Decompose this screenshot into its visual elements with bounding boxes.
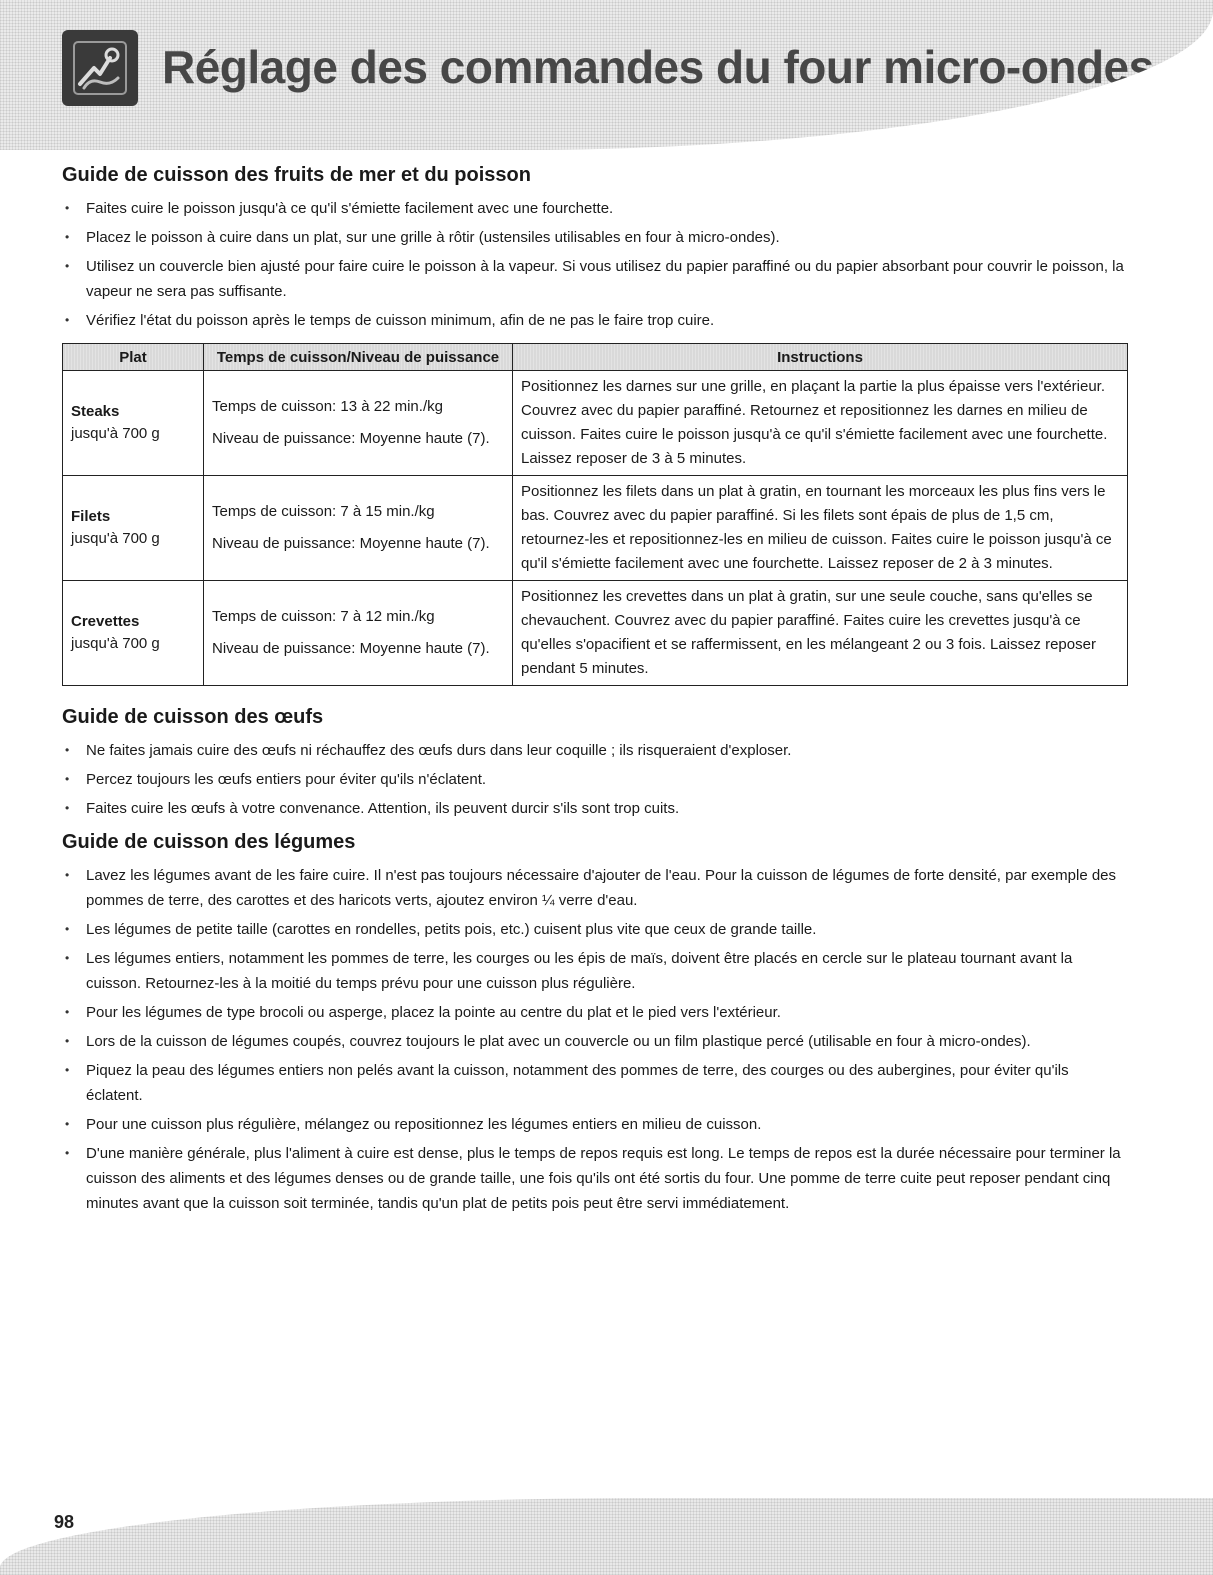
time-power-cell xyxy=(204,476,513,581)
page-title: Réglage des commandes du four micro-ondes xyxy=(162,41,1154,93)
list-item: • Pour une cuisson plus régulière, mélangez ou repositionnez les légumes entiers en milieu de cuisson. xyxy=(62,1112,1128,1137)
time-power-cell xyxy=(204,581,513,686)
list-item: • Pour les légumes de type brocoli ou asperge, placez la pointe au centre du plat et le pied vers l'extérieur. xyxy=(62,1000,1128,1025)
table-row xyxy=(63,581,1128,686)
column-header-temps: Temps de cuisson/Niveau de puissance xyxy=(204,344,513,371)
table-row xyxy=(63,476,1128,581)
list-item: • Piquez la peau des légumes entiers non pelés avant la cuisson, notamment des pommes de terre, des courges ou des aubergines, pour éviter qu'ils éclatent. xyxy=(62,1058,1128,1108)
footer-band xyxy=(0,1498,1213,1575)
list-item: • Les légumes entiers, notamment les pommes de terre, les courges ou les épis de maïs, doivent être placés en cercle sur le plateau tournant avant la cuisson. Retournez-les à la moitié du temps prévu pour une cuisson plus régulière. xyxy=(62,946,1128,996)
dish-name: Filets xyxy=(71,508,111,525)
fish-cooking-table xyxy=(62,343,1128,686)
list-item: • Placez le poisson à cuire dans un plat, sur une grille à rôtir (ustensiles utilisables en four à micro-ondes). xyxy=(62,225,1128,250)
dish-quantity: jusqu'à 700 g xyxy=(71,425,160,442)
column-header-plat: Plat xyxy=(63,344,204,371)
list-item: • Faites cuire les œufs à votre convenance. Attention, ils peuvent durcir s'ils sont trop cuits. xyxy=(62,796,1128,821)
power-level: Niveau de puissance: Moyenne haute (7). xyxy=(212,535,490,552)
header-banner xyxy=(0,0,1213,150)
vegetables-guide-list xyxy=(62,863,1128,1216)
list-item: • Ne faites jamais cuire des œufs ni réchauffez des œufs durs dans leur coquille ; ils risqueraient d'exploser. xyxy=(62,738,1128,763)
time-power-cell xyxy=(204,371,513,476)
main-content xyxy=(62,164,1128,1226)
list-item: • Utilisez un couvercle bien ajusté pour faire cuire le poisson à la vapeur. Si vous utilisez du papier paraffiné ou du papier absorbant pour couvrir le poisson, la vapeur ne sera pas suffisante. xyxy=(62,254,1128,304)
instructions-cell: Positionnez les crevettes dans un plat à gratin, sur une seule couche, sans qu'elles se chevauchent. Couvrez avec du papier paraffiné. Faites cuire les crevettes jusqu'à ce qu'elles s'opacifient et se raffermissent, en les mélangeant 2 ou 3 fois. Laissez reposer pendant 5 minutes. xyxy=(513,581,1128,686)
list-item: • D'une manière générale, plus l'aliment à cuire est dense, plus le temps de repos requis est long. Le temps de repos est la durée nécessaire pour terminer la cuisson des aliments et des légumes denses ou de grande taille, une fois qu'ils ont été sortis du four. Une pomme de terre cuite peut reposer pendant cinq minutes avant que la cuisson soit terminée, tandis qu'un plat de petits pois peut être servi immédiatement. xyxy=(62,1141,1128,1216)
vegetables-guide-heading: Guide de cuisson des légumes xyxy=(62,831,356,853)
dish-quantity: jusqu'à 700 g xyxy=(71,635,160,652)
eggs-guide-heading: Guide de cuisson des œufs xyxy=(62,706,324,728)
cooking-time: Temps de cuisson: 13 à 22 min./kg xyxy=(212,398,443,415)
list-item: • Vérifiez l'état du poisson après le temps de cuisson minimum, afin de ne pas le faire trop cuire. xyxy=(62,308,1128,333)
cooking-time: Temps de cuisson: 7 à 15 min./kg xyxy=(212,503,435,520)
dish-cell xyxy=(63,371,204,476)
table-header-row xyxy=(63,344,1128,371)
list-item: • Lavez les légumes avant de les faire cuire. Il n'est pas toujours nécessaire d'ajouter de l'eau. Pour la cuisson de légumes de forte densité, par exemple des pommes de terre, des carottes et des haricots verts, ajoutez environ ¼ verre d'eau. xyxy=(62,863,1128,913)
dish-name: Crevettes xyxy=(71,613,140,630)
eggs-guide-list xyxy=(62,738,1128,821)
instructions-cell: Positionnez les filets dans un plat à gratin, en tournant les morceaux les plus fins vers le bas. Couvrez avec du papier paraffiné. Si les filets sont épais de plus de 1,5 cm, retournez-les et repositionnez-les en milieu de cuisson. Faites cuire le poisson jusqu'à ce qu'il s'émiette facilement avec une fourchette. Laissez reposer de 2 à 3 minutes. xyxy=(513,476,1128,581)
dish-cell xyxy=(63,476,204,581)
table-row xyxy=(63,371,1128,476)
fish-guide-heading: Guide de cuisson des fruits de mer et du poisson xyxy=(62,164,531,186)
instructions-cell: Positionnez les darnes sur une grille, en plaçant la partie la plus épaisse vers l'extérieur. Couvrez avec du papier paraffiné. Retournez et repositionnez les darnes en milieu de cuisson. Faites cuire le poisson jusqu'à ce qu'il s'émiette facilement avec une fourchette. Laissez reposer de 3 à 5 minutes. xyxy=(513,371,1128,476)
page-number: 98 xyxy=(54,1512,75,1532)
fish-guide-list xyxy=(62,196,1128,333)
power-level: Niveau de puissance: Moyenne haute (7). xyxy=(212,430,490,447)
column-header-instructions: Instructions xyxy=(513,344,1128,371)
cooking-time: Temps de cuisson: 7 à 12 min./kg xyxy=(212,608,435,625)
dish-quantity: jusqu'à 700 g xyxy=(71,530,160,547)
hand-touch-icon xyxy=(62,30,138,106)
dish-name: Steaks xyxy=(71,403,120,420)
list-item: • Faites cuire le poisson jusqu'à ce qu'il s'émiette facilement avec une fourchette. xyxy=(62,196,1128,221)
dish-cell xyxy=(63,581,204,686)
list-item: • Percez toujours les œufs entiers pour éviter qu'ils n'éclatent. xyxy=(62,767,1128,792)
list-item: • Lors de la cuisson de légumes coupés, couvrez toujours le plat avec un couvercle ou un film plastique percé (utilisable en four à micro-ondes). xyxy=(62,1029,1128,1054)
list-item: • Les légumes de petite taille (carottes en rondelles, petits pois, etc.) cuisent plus vite que ceux de grande taille. xyxy=(62,917,1128,942)
power-level: Niveau de puissance: Moyenne haute (7). xyxy=(212,640,490,657)
